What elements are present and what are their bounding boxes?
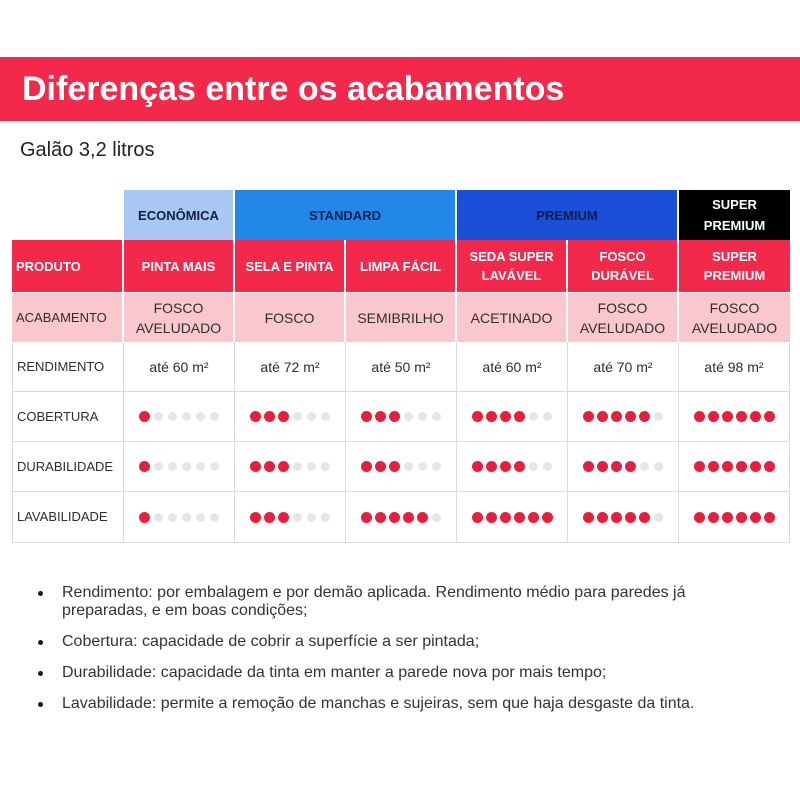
bullet-icon <box>38 671 43 676</box>
rating-dot-filled <box>278 411 289 422</box>
lavabilidade-fosco-duravel <box>568 492 679 543</box>
rating-dot-filled <box>750 411 761 422</box>
rating-dot-empty <box>321 513 330 522</box>
rating-dot-empty <box>307 513 316 522</box>
rating-dots <box>694 461 775 472</box>
rating-dots <box>361 411 442 422</box>
rendimento-value: até 98 m² <box>704 358 764 375</box>
durabilidade-limpa-facil <box>346 442 457 492</box>
product-name: FOSCO DURÁVEL <box>591 249 654 283</box>
rating-dot-empty <box>154 513 163 522</box>
rating-dot-empty <box>432 462 441 471</box>
lavabilidade-seda-super-lavavel <box>457 492 568 543</box>
rating-dot-empty <box>432 513 441 522</box>
acabamento-value: FOSCO AVELUDADO <box>579 299 666 336</box>
rating-dots <box>583 512 664 523</box>
rating-dot-filled <box>361 461 372 472</box>
rating-dot-filled <box>694 411 705 422</box>
rating-dot-filled <box>736 512 747 523</box>
rating-dot-filled <box>764 512 775 523</box>
rating-dot-filled <box>139 512 150 523</box>
product-header-seda-super-lavavel <box>457 240 568 292</box>
category-label: ECONÔMICA <box>138 207 219 223</box>
rating-dot-empty <box>404 412 413 421</box>
rating-dot-filled <box>583 512 594 523</box>
rating-dots <box>361 512 442 523</box>
rating-dot-filled <box>736 461 747 472</box>
product-header-super-premium <box>679 240 790 292</box>
rating-dot-empty <box>418 462 427 471</box>
rating-dot-filled <box>764 411 775 422</box>
product-name: LIMPA FÁCIL <box>360 258 441 274</box>
rating-dots <box>583 411 664 422</box>
rating-dot-filled <box>722 461 733 472</box>
rating-dot-filled <box>264 411 275 422</box>
row-label: COBERTURA <box>17 408 99 424</box>
rating-dot-empty <box>168 412 177 421</box>
rating-dot-empty <box>210 412 219 421</box>
acabamento-value: ACETINADO <box>470 309 553 326</box>
category-economica <box>124 190 235 240</box>
row-label: ACABAMENTO <box>16 309 107 325</box>
rating-dot-filled <box>708 512 719 523</box>
rating-dots <box>472 411 553 422</box>
rating-dot-filled <box>708 461 719 472</box>
product-name: SEDA SUPER LAVÁVEL <box>469 249 554 283</box>
note-text: Cobertura: capacidade de cobrir a superfície a ser pintada; <box>62 633 480 650</box>
rating-dot-filled <box>139 411 150 422</box>
rating-dot-filled <box>514 461 525 472</box>
rendimento-limpa-facil <box>346 342 457 392</box>
rating-dot-filled <box>625 411 636 422</box>
note-text: Lavabilidade: permite a remoção de manchas e sujeiras, sem que haja desgaste da tinta. <box>62 695 695 712</box>
rendimento-seda-super-lavavel <box>457 342 568 392</box>
note-durabilidade <box>62 664 722 682</box>
cobertura-seda-super-lavavel <box>457 392 568 442</box>
rating-dot-empty <box>293 513 302 522</box>
header-cell-produto <box>12 240 124 292</box>
rating-dots <box>694 411 775 422</box>
page-subtitle: Galão 3,2 litros <box>20 139 155 161</box>
rating-dot-empty <box>182 513 191 522</box>
rating-dot-filled <box>625 512 636 523</box>
row-label: DURABILIDADE <box>17 458 114 474</box>
note-lavabilidade <box>62 695 722 713</box>
notes-list <box>62 584 722 726</box>
rating-dot-filled <box>611 411 622 422</box>
rating-dot-filled <box>583 461 594 472</box>
cobertura-limpa-facil <box>346 392 457 442</box>
rating-dot-filled <box>764 461 775 472</box>
rating-dot-empty <box>404 462 413 471</box>
acabamento-sela-e-pinta <box>235 292 346 342</box>
rating-dots <box>250 512 331 523</box>
bullet-icon <box>38 640 43 645</box>
durabilidade-super-premium <box>679 442 790 492</box>
rating-dots <box>139 512 220 523</box>
category-label: STANDARD <box>309 207 381 223</box>
rating-dot-filled <box>722 411 733 422</box>
rating-dot-empty <box>432 412 441 421</box>
rating-dots <box>583 461 664 472</box>
note-text: Durabilidade: capacidade da tinta em manter a parede nova por mais tempo; <box>62 664 607 681</box>
rating-dot-filled <box>278 512 289 523</box>
rendimento-super-premium <box>679 342 790 392</box>
rating-dot-empty <box>307 412 316 421</box>
rating-dot-filled <box>611 512 622 523</box>
header-label: PRODUTO <box>16 258 81 274</box>
rating-dot-empty <box>210 513 219 522</box>
rating-dot-filled <box>500 411 511 422</box>
rating-dot-filled <box>486 461 497 472</box>
rating-dot-empty <box>640 462 649 471</box>
rating-dot-empty <box>293 462 302 471</box>
table-corner <box>12 190 124 240</box>
durabilidade-seda-super-lavavel <box>457 442 568 492</box>
acabamento-value: FOSCO AVELUDADO <box>691 299 778 336</box>
cobertura-pinta-mais <box>124 392 235 442</box>
durabilidade-sela-e-pinta <box>235 442 346 492</box>
rating-dot-empty <box>529 462 538 471</box>
rating-dot-filled <box>264 512 275 523</box>
acabamento-value: FOSCO AVELUDADO <box>135 299 222 336</box>
rating-dot-filled <box>708 411 719 422</box>
rating-dot-empty <box>654 412 663 421</box>
rating-dot-filled <box>375 461 386 472</box>
product-header-limpa-facil <box>346 240 457 292</box>
rendimento-pinta-mais <box>124 342 235 392</box>
rating-dot-filled <box>361 411 372 422</box>
rating-dot-empty <box>182 412 191 421</box>
rating-dot-filled <box>722 512 733 523</box>
rating-dot-filled <box>597 411 608 422</box>
rating-dot-empty <box>529 412 538 421</box>
acabamento-fosco-duravel <box>568 292 679 342</box>
page-title: Diferenças entre os acabamentos <box>22 70 565 108</box>
note-text: Rendimento: por embalagem e por demão aplicada. Rendimento médio para paredes já preparadas, e em boas condições; <box>62 584 686 619</box>
rating-dot-filled <box>486 411 497 422</box>
rating-dot-empty <box>293 412 302 421</box>
rating-dot-filled <box>639 411 650 422</box>
rating-dots <box>472 461 553 472</box>
rating-dot-filled <box>500 512 511 523</box>
rating-dot-filled <box>389 461 400 472</box>
rating-dot-filled <box>417 512 428 523</box>
acabamento-pinta-mais <box>124 292 235 342</box>
rating-dot-filled <box>472 411 483 422</box>
rating-dots <box>139 411 220 422</box>
rating-dot-empty <box>654 462 663 471</box>
lavabilidade-pinta-mais <box>124 492 235 543</box>
rendimento-value: até 70 m² <box>593 358 653 375</box>
rating-dots <box>472 512 553 523</box>
rating-dot-filled <box>250 411 261 422</box>
cobertura-sela-e-pinta <box>235 392 346 442</box>
durabilidade-pinta-mais <box>124 442 235 492</box>
rating-dot-empty <box>543 462 552 471</box>
category-super-premium <box>679 190 790 240</box>
category-premium <box>457 190 679 240</box>
rating-dot-filled <box>375 411 386 422</box>
rating-dot-filled <box>611 461 622 472</box>
rating-dot-empty <box>196 462 205 471</box>
rating-dot-filled <box>278 461 289 472</box>
rating-dot-empty <box>196 513 205 522</box>
rating-dot-filled <box>514 411 525 422</box>
rating-dot-filled <box>389 512 400 523</box>
rating-dot-filled <box>750 512 761 523</box>
rating-dots <box>250 411 331 422</box>
rating-dot-filled <box>361 512 372 523</box>
rating-dot-filled <box>694 512 705 523</box>
rating-dots <box>139 461 220 472</box>
rating-dot-filled <box>250 512 261 523</box>
rating-dot-filled <box>694 461 705 472</box>
product-header-pinta-mais <box>124 240 235 292</box>
rating-dot-empty <box>543 412 552 421</box>
cobertura-fosco-duravel <box>568 392 679 442</box>
lavabilidade-sela-e-pinta <box>235 492 346 543</box>
row-label-acabamento <box>12 292 124 342</box>
rating-dot-filled <box>389 411 400 422</box>
row-label: LAVABILIDADE <box>17 509 108 524</box>
note-rendimento <box>62 584 722 620</box>
rating-dot-empty <box>654 513 663 522</box>
row-label-rendimento <box>12 342 124 392</box>
acabamento-value: SEMIBRILHO <box>357 309 444 326</box>
acabamento-limpa-facil <box>346 292 457 342</box>
category-label: SUPER PREMIUM <box>703 197 766 233</box>
rating-dot-filled <box>528 512 539 523</box>
bullet-icon <box>38 591 43 596</box>
rating-dot-filled <box>403 512 414 523</box>
rating-dot-empty <box>321 462 330 471</box>
rating-dot-filled <box>139 461 150 472</box>
rating-dots <box>694 512 775 523</box>
product-name: PINTA MAIS <box>141 258 216 274</box>
rating-dot-filled <box>486 512 497 523</box>
rating-dot-empty <box>154 462 163 471</box>
comparison-table <box>12 190 790 543</box>
rendimento-value: até 60 m² <box>149 358 209 375</box>
rating-dot-filled <box>639 512 650 523</box>
rendimento-value: até 72 m² <box>260 358 320 375</box>
note-cobertura <box>62 633 722 651</box>
rating-dot-filled <box>264 461 275 472</box>
product-name: SELA E PINTA <box>245 258 334 274</box>
cobertura-super-premium <box>679 392 790 442</box>
acabamento-seda-super-lavavel <box>457 292 568 342</box>
rating-dot-empty <box>210 462 219 471</box>
rating-dot-filled <box>375 512 386 523</box>
row-label-lavabilidade <box>12 492 124 543</box>
category-label: PREMIUM <box>536 207 598 223</box>
acabamento-value: FOSCO <box>264 309 315 326</box>
rating-dot-filled <box>500 461 511 472</box>
title-banner <box>0 57 800 121</box>
rating-dot-filled <box>514 512 525 523</box>
rating-dot-filled <box>597 512 608 523</box>
rating-dot-filled <box>583 411 594 422</box>
rating-dot-empty <box>196 412 205 421</box>
rating-dot-filled <box>250 461 261 472</box>
rating-dot-empty <box>182 462 191 471</box>
rating-dot-filled <box>736 411 747 422</box>
category-standard <box>235 190 457 240</box>
bullet-icon <box>38 702 43 707</box>
rendimento-sela-e-pinta <box>235 342 346 392</box>
rendimento-fosco-duravel <box>568 342 679 392</box>
rating-dot-empty <box>154 412 163 421</box>
product-name: SUPER PREMIUM <box>703 249 766 283</box>
rating-dot-empty <box>168 513 177 522</box>
lavabilidade-super-premium <box>679 492 790 543</box>
rating-dot-filled <box>750 461 761 472</box>
rating-dot-filled <box>472 512 483 523</box>
rating-dots <box>361 461 442 472</box>
acabamento-super-premium <box>679 292 790 342</box>
row-label: RENDIMENTO <box>17 358 105 374</box>
rating-dots <box>250 461 331 472</box>
rating-dot-filled <box>542 512 553 523</box>
rendimento-value: até 50 m² <box>371 358 431 375</box>
rating-dot-empty <box>321 412 330 421</box>
row-label-durabilidade <box>12 442 124 492</box>
durabilidade-fosco-duravel <box>568 442 679 492</box>
product-header-fosco-duravel <box>568 240 679 292</box>
product-header-sela-e-pinta <box>235 240 346 292</box>
rating-dot-empty <box>307 462 316 471</box>
rating-dot-empty <box>168 462 177 471</box>
rating-dot-filled <box>597 461 608 472</box>
rating-dot-filled <box>472 461 483 472</box>
rating-dot-filled <box>625 461 636 472</box>
rating-dot-empty <box>418 412 427 421</box>
rendimento-value: até 60 m² <box>482 358 542 375</box>
row-label-cobertura <box>12 392 124 442</box>
lavabilidade-limpa-facil <box>346 492 457 543</box>
